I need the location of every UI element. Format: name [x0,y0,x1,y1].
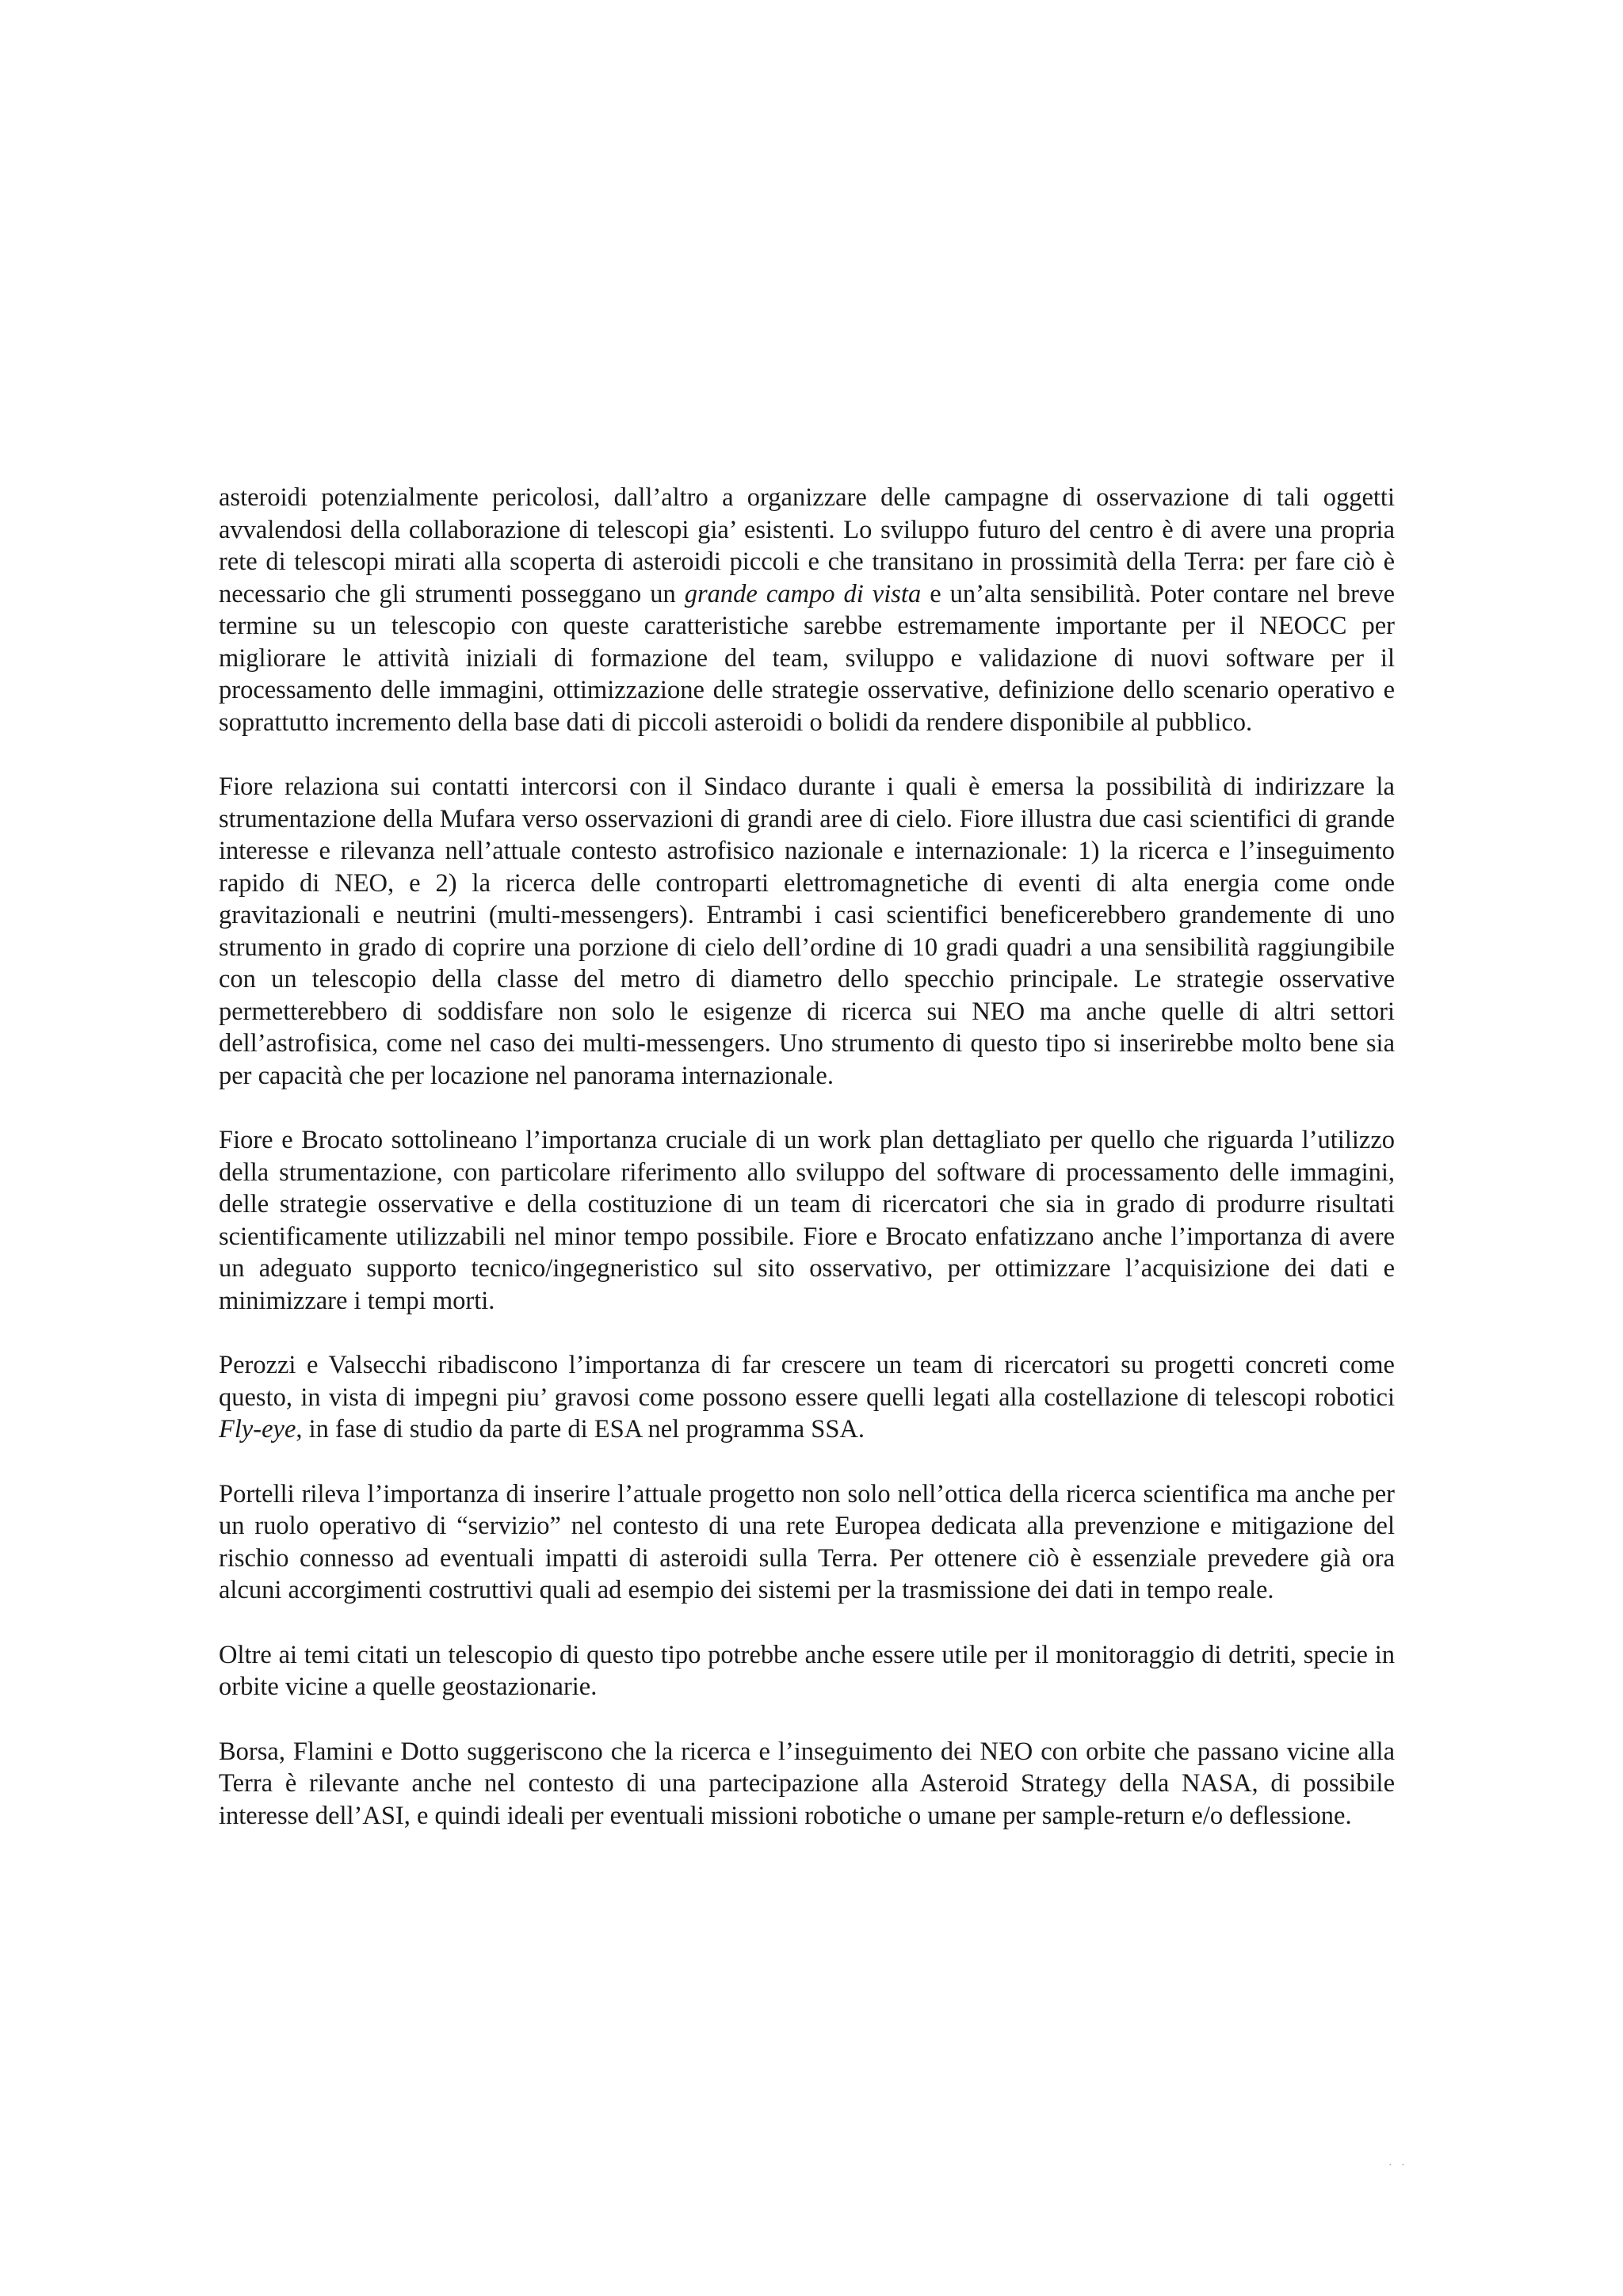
paragraph-fiore-mufara-text: Fiore relaziona sui contatti intercorsi con il Sindaco durante i quali è emersa la possibilità di indirizzare la strumentazione della Mufara verso osservazioni di grandi aree di cielo. Fiore illustra due casi scientifici di grande interesse e rilevanza nell’attuale contesto astrofisico nazionale e internazionale: 1) la ricerca e l’inseguimento rapido di NEO, e 2) la ricerca delle controparti elettromagnetiche di eventi di alta energia come onde gravitazionali e neutrini (multi-messengers). Entrambi i casi scientifici beneficerebbero grandemente di uno strumento in grado di coprire una porzione di cielo dell’ordine di 10 gradi quadri a una sensibilità raggiungibile con un telescopio della classe del metro di diametro dello specchio principale. Le strategie osservative permetterebbero di soddisfare non solo le esigenze di ricerca sui NEO ma anche quelle di altri settori dell’astrofisica, come nel caso dei multi-messengers. Uno strumento di questo tipo si inserirebbe molto bene sia per capacità che per locazione nel panorama internazionale. [219,772,1395,1090]
paragraph-perozzi-valsecchi-text-2: , in fase di studio da parte di ESA nel programma SSA. [296,1415,865,1444]
paragraph-fiore-mufara [219,771,1395,1092]
paragraph-borsa-flamini-dotto-text: Borsa, Flamini e Dotto suggeriscono che la ricerca e l’inseguimento dei NEO con orbite che passano vicine alla Terra è rilevante anche nel contesto di una partecipazione alla Asteroid Strategy della NASA, di possibile interesse dell’ASI, e quindi ideali per eventuali missioni robotiche o umane per sample-return e/o deflessione. [219,1737,1395,1830]
paragraph-borsa-flamini-dotto [219,1736,1395,1833]
paragraph-neocc-text-1: asteroidi potenzialmente pericolosi, dall’altro a organizzare delle campagne di osservazione di tali oggetti avvalendosi della collaborazione di telescopi gia’ esistenti. Lo sviluppo futuro del centro è di avere una propria rete di telescopi mirati alla scoperta di asteroidi piccoli e che transitano in prossimità della Terra: per fare ciò è necessario che gli strumenti posseggano un [219,483,1395,608]
page-number-mark: · · [1388,2160,1408,2172]
paragraph-detriti-text: Oltre ai temi citati un telescopio di questo tipo potrebbe anche essere utile per il monitoraggio di detriti, specie in orbite vicine a quelle geostazionarie. [219,1640,1395,1701]
document-body [219,482,1395,1832]
paragraph-portelli [219,1478,1395,1607]
paragraph-detriti [219,1639,1395,1703]
paragraph-portelli-text: Portelli rileva l’importanza di inserire l’attuale progetto non solo nell’ottica della ricerca scientifica ma anche per un ruolo operativo di “servizio” nel contesto di una rete Europea dedicata alla prevenzione e mitigazione del rischio connesso ad eventuali impatti di asteroidi sulla Terra. Per ottenere ciò è essenziale prevedere già ora alcuni accorgimenti costruttivi quali ad esempio dei sistemi per la trasmissione dei dati in tempo reale. [219,1479,1395,1604]
paragraph-neocc [219,482,1395,738]
paragraph-perozzi-valsecchi-italic-term: Fly-eye [219,1415,296,1444]
paragraph-fiore-brocato [219,1124,1395,1317]
paragraph-neocc-text-2: e un’alta sensibilità. Poter contare nel breve termine su un telescopio con queste caratteristiche sarebbe estremamente importante per il NEOCC per migliorare le attività iniziali di formazione del team, sviluppo e validazione di nuovi software per il processamento delle immagini, ottimizzazione delle strategie osservative, definizione dello scenario operativo e soprattutto incremento della base dati di piccoli asteroidi o bolidi da rendere disponibile al pubblico. [219,579,1395,737]
paragraph-perozzi-valsecchi-text-1: Perozzi e Valsecchi ribadiscono l’importanza di far crescere un team di ricercatori su progetti concreti come questo, in vista di impegni piu’ gravosi come possono essere quelli legati alla costellazione di telescopi robotici [219,1351,1395,1412]
paragraph-fiore-brocato-text: Fiore e Brocato sottolineano l’importanza cruciale di un work plan dettagliato per quello che riguarda l’utilizzo della strumentazione, con particolare riferimento allo sviluppo del software di processamento delle immagini, delle strategie osservative e della costituzione di un team di ricercatori che sia in grado di produrre risultati scientificamente utilizzabili nel minor tempo possibile. Fiore e Brocato enfatizzano anche l’importanza di avere un adeguato supporto tecnico/ingegneristico sul sito osservativo, per ottimizzare l’acquisizione dei dati e minimizzare i tempi morti. [219,1126,1395,1315]
paragraph-neocc-italic-term: grande campo di vista [684,579,922,608]
paragraph-perozzi-valsecchi [219,1349,1395,1446]
